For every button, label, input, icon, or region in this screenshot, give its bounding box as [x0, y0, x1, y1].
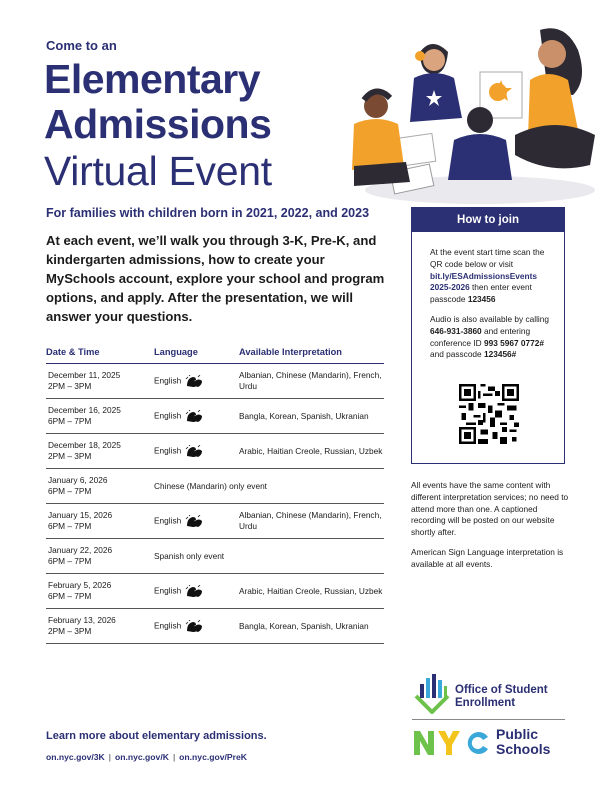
event-language-cell	[154, 609, 239, 644]
event-date: January 15, 2026	[48, 510, 113, 520]
ose-line-2: Enrollment	[455, 697, 516, 709]
event-time: 6PM – 7PM	[48, 556, 92, 566]
event-date: December 11, 2025	[48, 370, 121, 380]
event-date: December 16, 2025	[48, 405, 121, 415]
event-time: 2PM – 3PM	[48, 381, 92, 391]
audio-instructions	[430, 314, 556, 361]
event-interpretation: Albanian, Chinese (Mandarin), French, Urdu	[239, 504, 384, 539]
nyc-public-schools-name	[496, 727, 550, 757]
event-time: 6PM – 7PM	[48, 416, 92, 426]
event-time: 6PM – 7PM	[48, 521, 92, 531]
event-schedule-table	[46, 340, 384, 644]
table-body	[46, 364, 384, 644]
table-row	[46, 469, 384, 504]
audio-text: Audio is also available by calling	[430, 314, 549, 324]
event-date-time	[46, 539, 154, 574]
event-interpretation: Arabic, Haitian Creole, Russian, Uzbek	[239, 574, 384, 609]
event-date: February 5, 2026	[48, 580, 112, 590]
column-header-language: Language	[154, 340, 239, 364]
link-separator: |	[108, 752, 111, 762]
event-time: 6PM – 7PM	[48, 591, 92, 601]
title-line-2: Admissions	[44, 101, 272, 147]
event-time: 2PM – 3PM	[48, 451, 92, 461]
office-of-student-enrollment-name	[455, 684, 548, 710]
event-date-time	[46, 609, 154, 644]
join-instructions	[430, 247, 556, 306]
qr-code-icon[interactable]	[459, 384, 519, 444]
event-language-cell	[154, 574, 239, 609]
event-passcode: 123456	[467, 294, 496, 305]
event-interpretation: Bangla, Korean, Spanish, Ukranian	[239, 609, 384, 644]
same-content-note: All events have the same content with different interpretation services; no need to attend more than one. A captioned recording will be posted on our website shortly after.	[411, 480, 569, 538]
ose-line-1: Office of Student	[455, 684, 548, 696]
how-to-join-box	[411, 207, 565, 464]
table-row	[46, 574, 384, 609]
nycps-line-2: Schools	[496, 741, 551, 757]
table-row	[46, 609, 384, 644]
event-link[interactable]: bit.ly/ESAdmissionsEvents 2025-2026	[430, 270, 537, 293]
link-3k[interactable]: on.nyc.gov/3K	[46, 752, 105, 762]
table-row	[46, 504, 384, 539]
event-date: January 6, 2026	[48, 475, 108, 485]
table-header-row	[46, 340, 384, 364]
audio-text-3: and passcode	[430, 349, 484, 360]
event-language: English	[154, 445, 182, 456]
event-interpretation: Bangla, Korean, Spanish, Ukranian	[239, 399, 384, 434]
event-date-time	[46, 399, 154, 434]
asl-hands-icon	[185, 445, 203, 458]
table-row	[46, 364, 384, 399]
intro-paragraph: At each event, we’ll walk you through 3-K, Pre-K, and kindergarten admissions, how to create your MySchools account, explore your school and program options, and apply. After the presentation, we will answer your questions.	[46, 233, 385, 324]
asl-note: American Sign Language interpretation is available at all events.	[411, 547, 564, 569]
event-date-time	[46, 364, 154, 399]
asl-hands-icon	[185, 410, 203, 423]
link-separator: |	[172, 752, 176, 762]
link-prek[interactable]: on.nyc.gov/PreK	[179, 752, 247, 762]
how-to-join-heading: How to join	[412, 208, 564, 232]
link-k[interactable]: on.nyc.gov/K	[114, 752, 169, 762]
event-date: December 18, 2025	[48, 440, 121, 450]
table-row	[46, 399, 384, 434]
audio-text-2: and entering conference ID	[430, 325, 531, 348]
table-row	[46, 539, 384, 574]
event-language-cell	[154, 504, 239, 539]
join-text-2: then enter event passcode	[430, 282, 532, 305]
event-language: English	[154, 515, 182, 526]
event-language: Spanish only event	[154, 539, 384, 574]
event-time: 6PM – 7PM	[48, 486, 92, 496]
children-illustration	[330, 20, 600, 210]
title-line-1: Elementary	[44, 56, 261, 102]
audio-passcode: 123456#	[483, 349, 517, 360]
nyc-logo-icon	[412, 727, 492, 757]
event-language-cell	[154, 399, 239, 434]
asl-hands-icon	[185, 620, 203, 633]
table-row	[46, 434, 384, 469]
event-interpretation: Arabic, Haitian Creole, Russian, Uzbek	[239, 434, 384, 469]
event-language: Chinese (Mandarin) only event	[154, 469, 384, 504]
phone-number: 646-931-3860	[430, 325, 482, 336]
event-date-time	[46, 574, 154, 609]
footer-links	[46, 752, 247, 762]
event-time: 2PM – 3PM	[48, 626, 92, 636]
logo-divider	[412, 719, 565, 720]
conference-id: 993 5967 0772#	[483, 337, 544, 348]
event-date-time	[46, 504, 154, 539]
title-line-3: Virtual Event	[44, 148, 272, 194]
asl-hands-icon	[185, 375, 203, 388]
event-date-time	[46, 434, 154, 469]
event-date: February 13, 2026	[48, 615, 116, 625]
join-text: At the event start time scan the QR code below or visit	[430, 247, 545, 269]
event-date-time	[46, 469, 154, 504]
event-language-cell	[154, 364, 239, 399]
event-language-cell	[154, 434, 239, 469]
event-language: English	[154, 410, 182, 421]
asl-hands-icon	[185, 515, 203, 528]
learn-more-text: Learn more about elementary admissions.	[46, 730, 267, 742]
kicker-text: Come to an	[46, 38, 117, 53]
event-language: English	[154, 585, 182, 596]
column-header-date: Date & Time	[46, 340, 154, 364]
event-date: January 22, 2026	[48, 545, 113, 555]
event-language: English	[154, 620, 182, 631]
event-language: English	[154, 375, 182, 386]
asl-hands-icon	[185, 585, 203, 598]
subheading: For families with children born in 2021, 2022, and 2023	[46, 206, 370, 220]
nycps-line-1: Public	[496, 726, 539, 742]
column-header-interpretation: Available Interpretation	[239, 340, 384, 364]
office-of-student-enrollment-logo-icon	[412, 670, 452, 714]
event-interpretation: Albanian, Chinese (Mandarin), French, Urdu	[239, 364, 384, 399]
